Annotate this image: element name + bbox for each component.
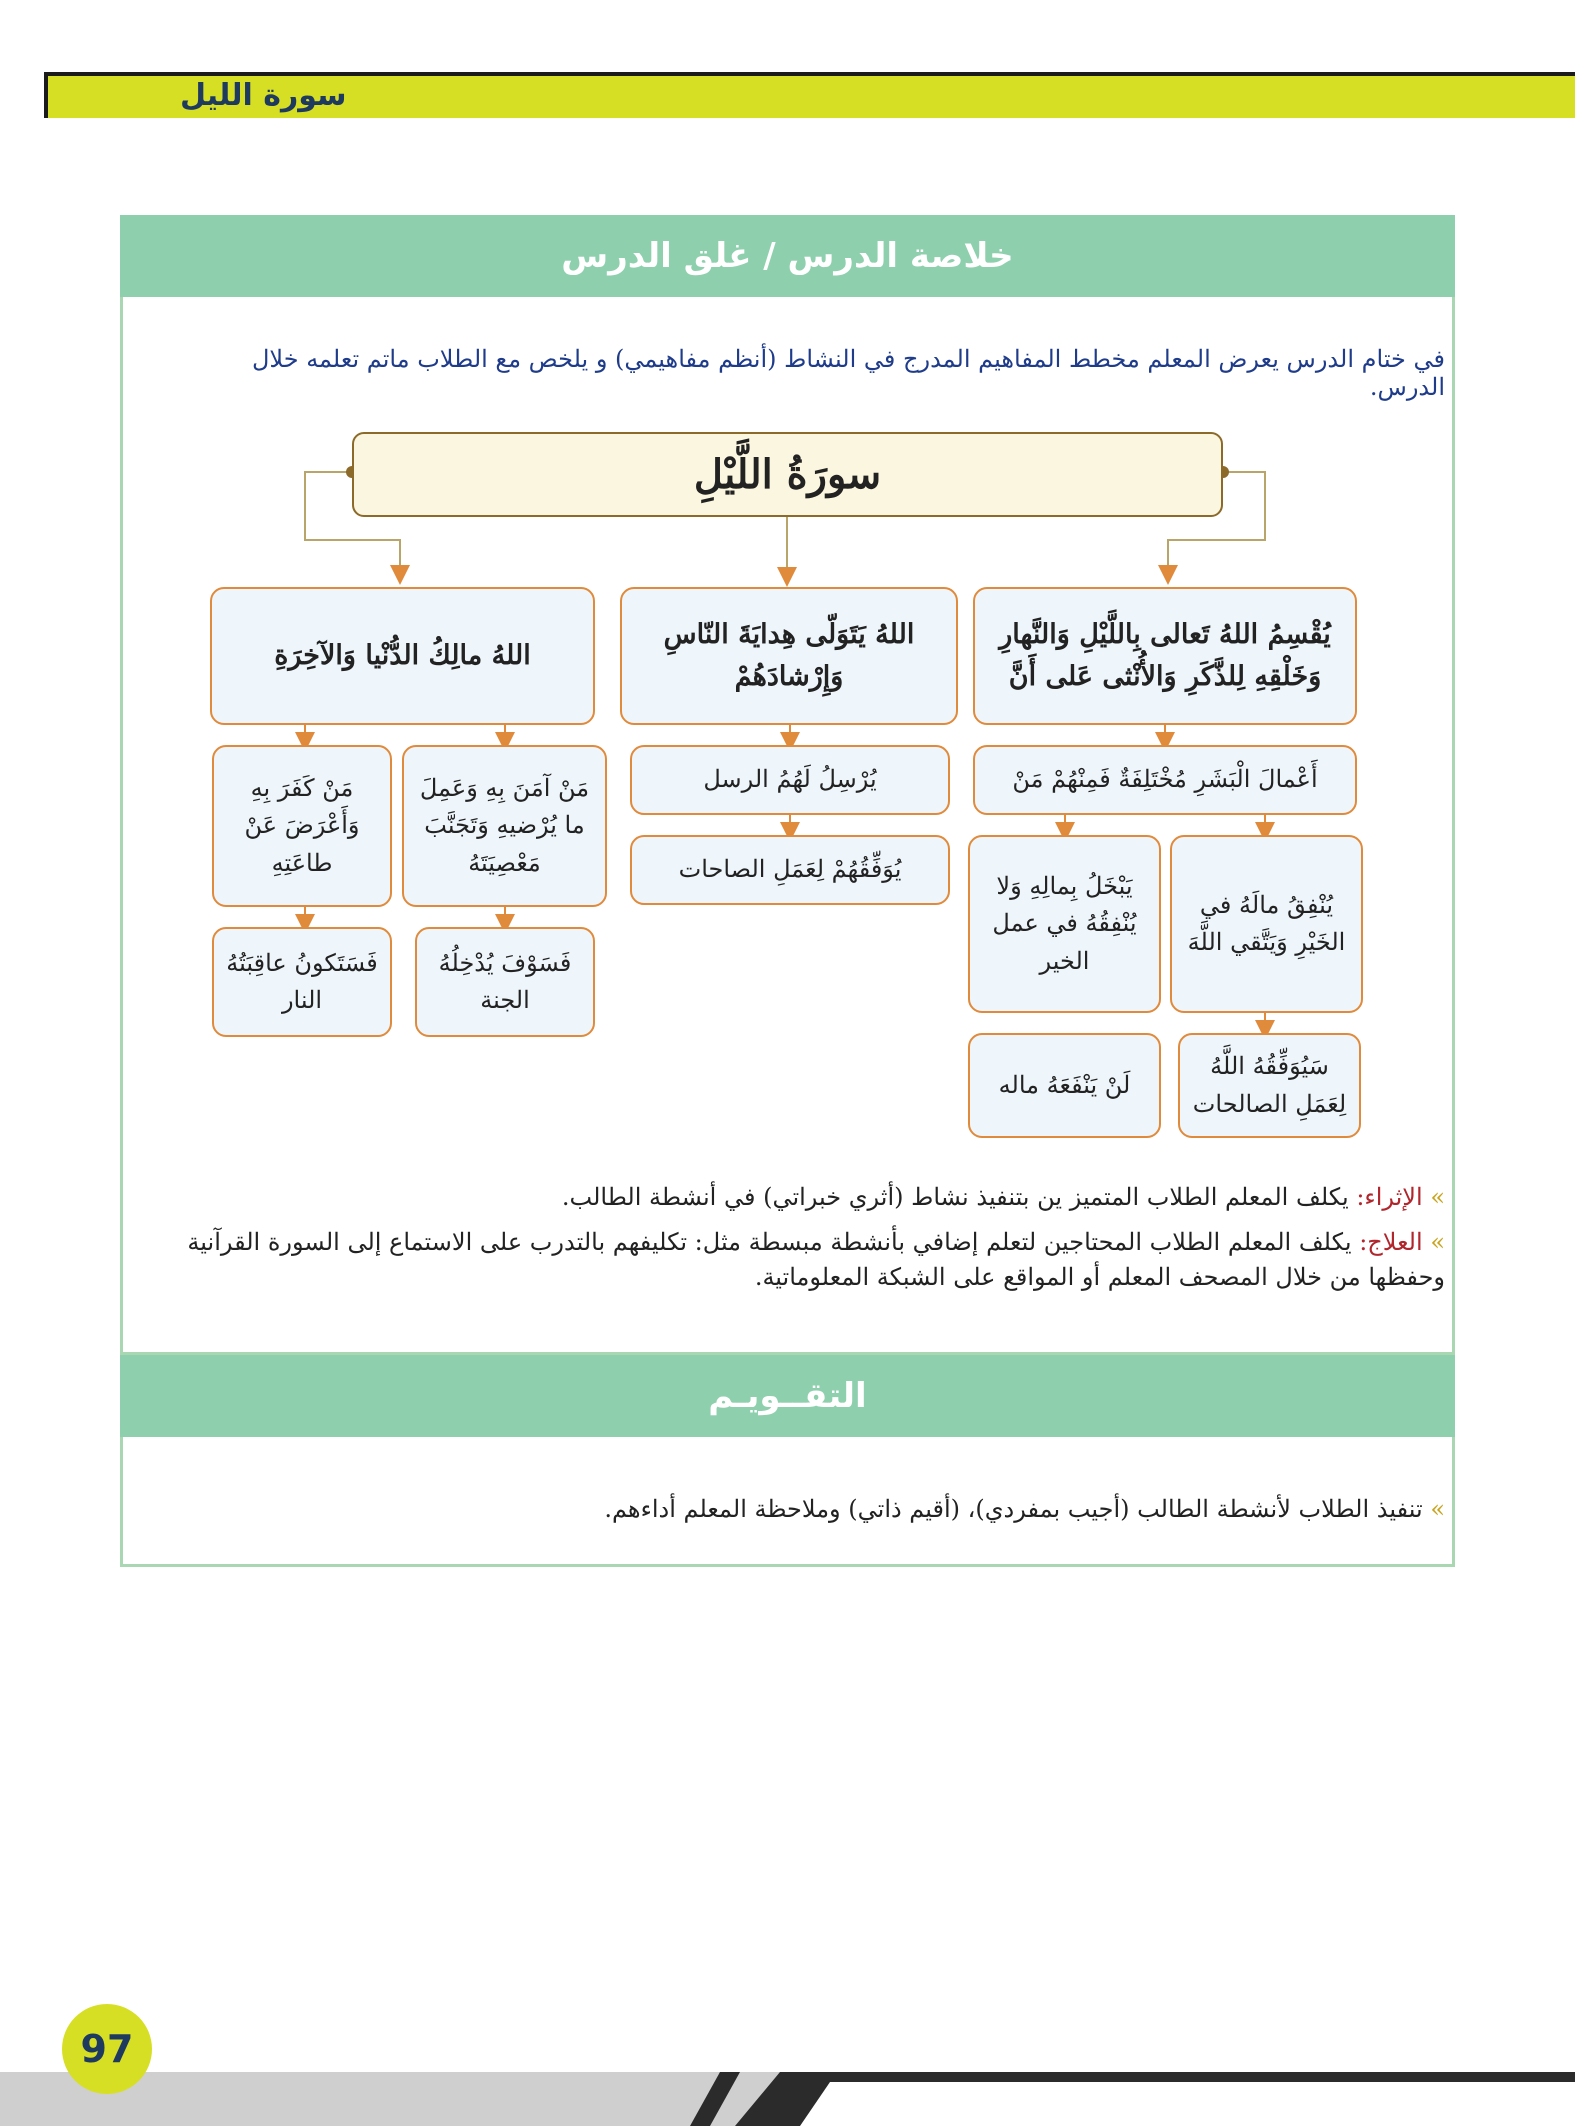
summary-intro: في ختام الدرس يعرض المعلم مخطط المفاهيم المدرج في النشاط (أنظم مفاهيمي) و يلخص مع الطلاب ماتم تعلمه خلال الدرس. — [251, 345, 1445, 401]
concept-left-a: مَنْ آمَنَ بِهِ وَعَمِلَ ما يُرْضيهِ وَتَجَنَّبَ مَعْصِيَتَهُ — [402, 745, 607, 907]
enrichment-note — [130, 1180, 1445, 1215]
evaluation-text: تنفيذ الطلاب لأنشطة الطالب (أجيب بمفردي)، (أقيم ذاتي) وملاحظة المعلم أداءهم. — [604, 1495, 1423, 1523]
concept-right-b: يَبْخَلُ بِمالِهِ وَلا يُنْفِقُهُ في عمل الخير — [968, 835, 1161, 1013]
bullet-marker: » — [1430, 1228, 1445, 1256]
footer-stripes — [0, 2060, 1575, 2126]
summary-heading: خلاصة الدرس / غلق الدرس — [120, 215, 1455, 297]
concept-right-b-result: لَنْ يَنْفَعَهُ ماله — [968, 1033, 1161, 1138]
enrichment-text: يكلف المعلم الطلاب المتميز ين بتنفيذ نشاط (أثري خبراتي) في أنشطة الطالب. — [561, 1183, 1349, 1211]
concept-right-level2: أَعْمالَ الْبَشَرِ مُخْتَلِفَةٌ فَمِنْهُمْ مَنْ — [973, 745, 1357, 815]
concept-left-a-result: فَسَوْفَ يُدْخِلُهُ الجنة — [415, 927, 595, 1037]
evaluation-note — [140, 1492, 1445, 1527]
evaluation-heading: التقــويـم — [120, 1355, 1455, 1437]
concept-middle-2: يُوَفِّقُهُمْ لِعَمَلِ الصاحات — [630, 835, 950, 905]
concept-right-a: يُنْفِقُ مالَهُ في الخَيْرِ وَيَتَّقي اللَّهَ — [1170, 835, 1363, 1013]
chapter-title: سورة الليل — [180, 78, 347, 113]
bullet-marker: » — [1430, 1495, 1445, 1523]
concept-left-b: مَنْ كَفَرَ بِهِ وَأَعْرَضَ عَنْ طاعَتِهِ — [212, 745, 392, 907]
remedial-label: العلاج: — [1359, 1228, 1423, 1256]
concept-branch-right: يُقْسِمُ اللهُ تَعالى بِاللَّيْلِ وَالنَّهارِ وَخَلْقِهِ لِلذَّكَرِ وَالأُنْثى عَلى أَنَّ — [973, 587, 1357, 725]
concept-root: سورَةُ اللَّيْلِ — [352, 432, 1223, 517]
enrichment-label: الإثراء: — [1356, 1183, 1423, 1211]
concept-branch-left: اللهُ مالِكُ الدُّنْيا وَالآخِرَةِ — [210, 587, 595, 725]
concept-middle-1: يُرْسِلُ لَهُمُ الرسل — [630, 745, 950, 815]
concept-left-b-result: فَسَتَكونُ عاقِبَتُهُ النار — [212, 927, 392, 1037]
remedial-text: يكلف المعلم الطلاب المحتاجين لتعلم إضافي بأنشطة مبسطة مثل: تكليفهم بالتدرب على الاستماع إلى السورة القرآنية وحفظها من خلال المصحف المعلم أو المواقع على الشبكة المعلوماتية. — [187, 1228, 1445, 1291]
page-number: 97 — [62, 2004, 152, 2094]
remedial-note — [130, 1225, 1445, 1295]
concept-branch-middle: اللهُ يَتَوَلّى هِدايَةَ النّاسِ وَإِرْشادَهُمْ — [620, 587, 958, 725]
bullet-marker: » — [1430, 1183, 1445, 1211]
concept-right-a-result: سَيُوَفِّقُهُ اللَّهُ لِعَمَلِ الصالحات — [1178, 1033, 1361, 1138]
